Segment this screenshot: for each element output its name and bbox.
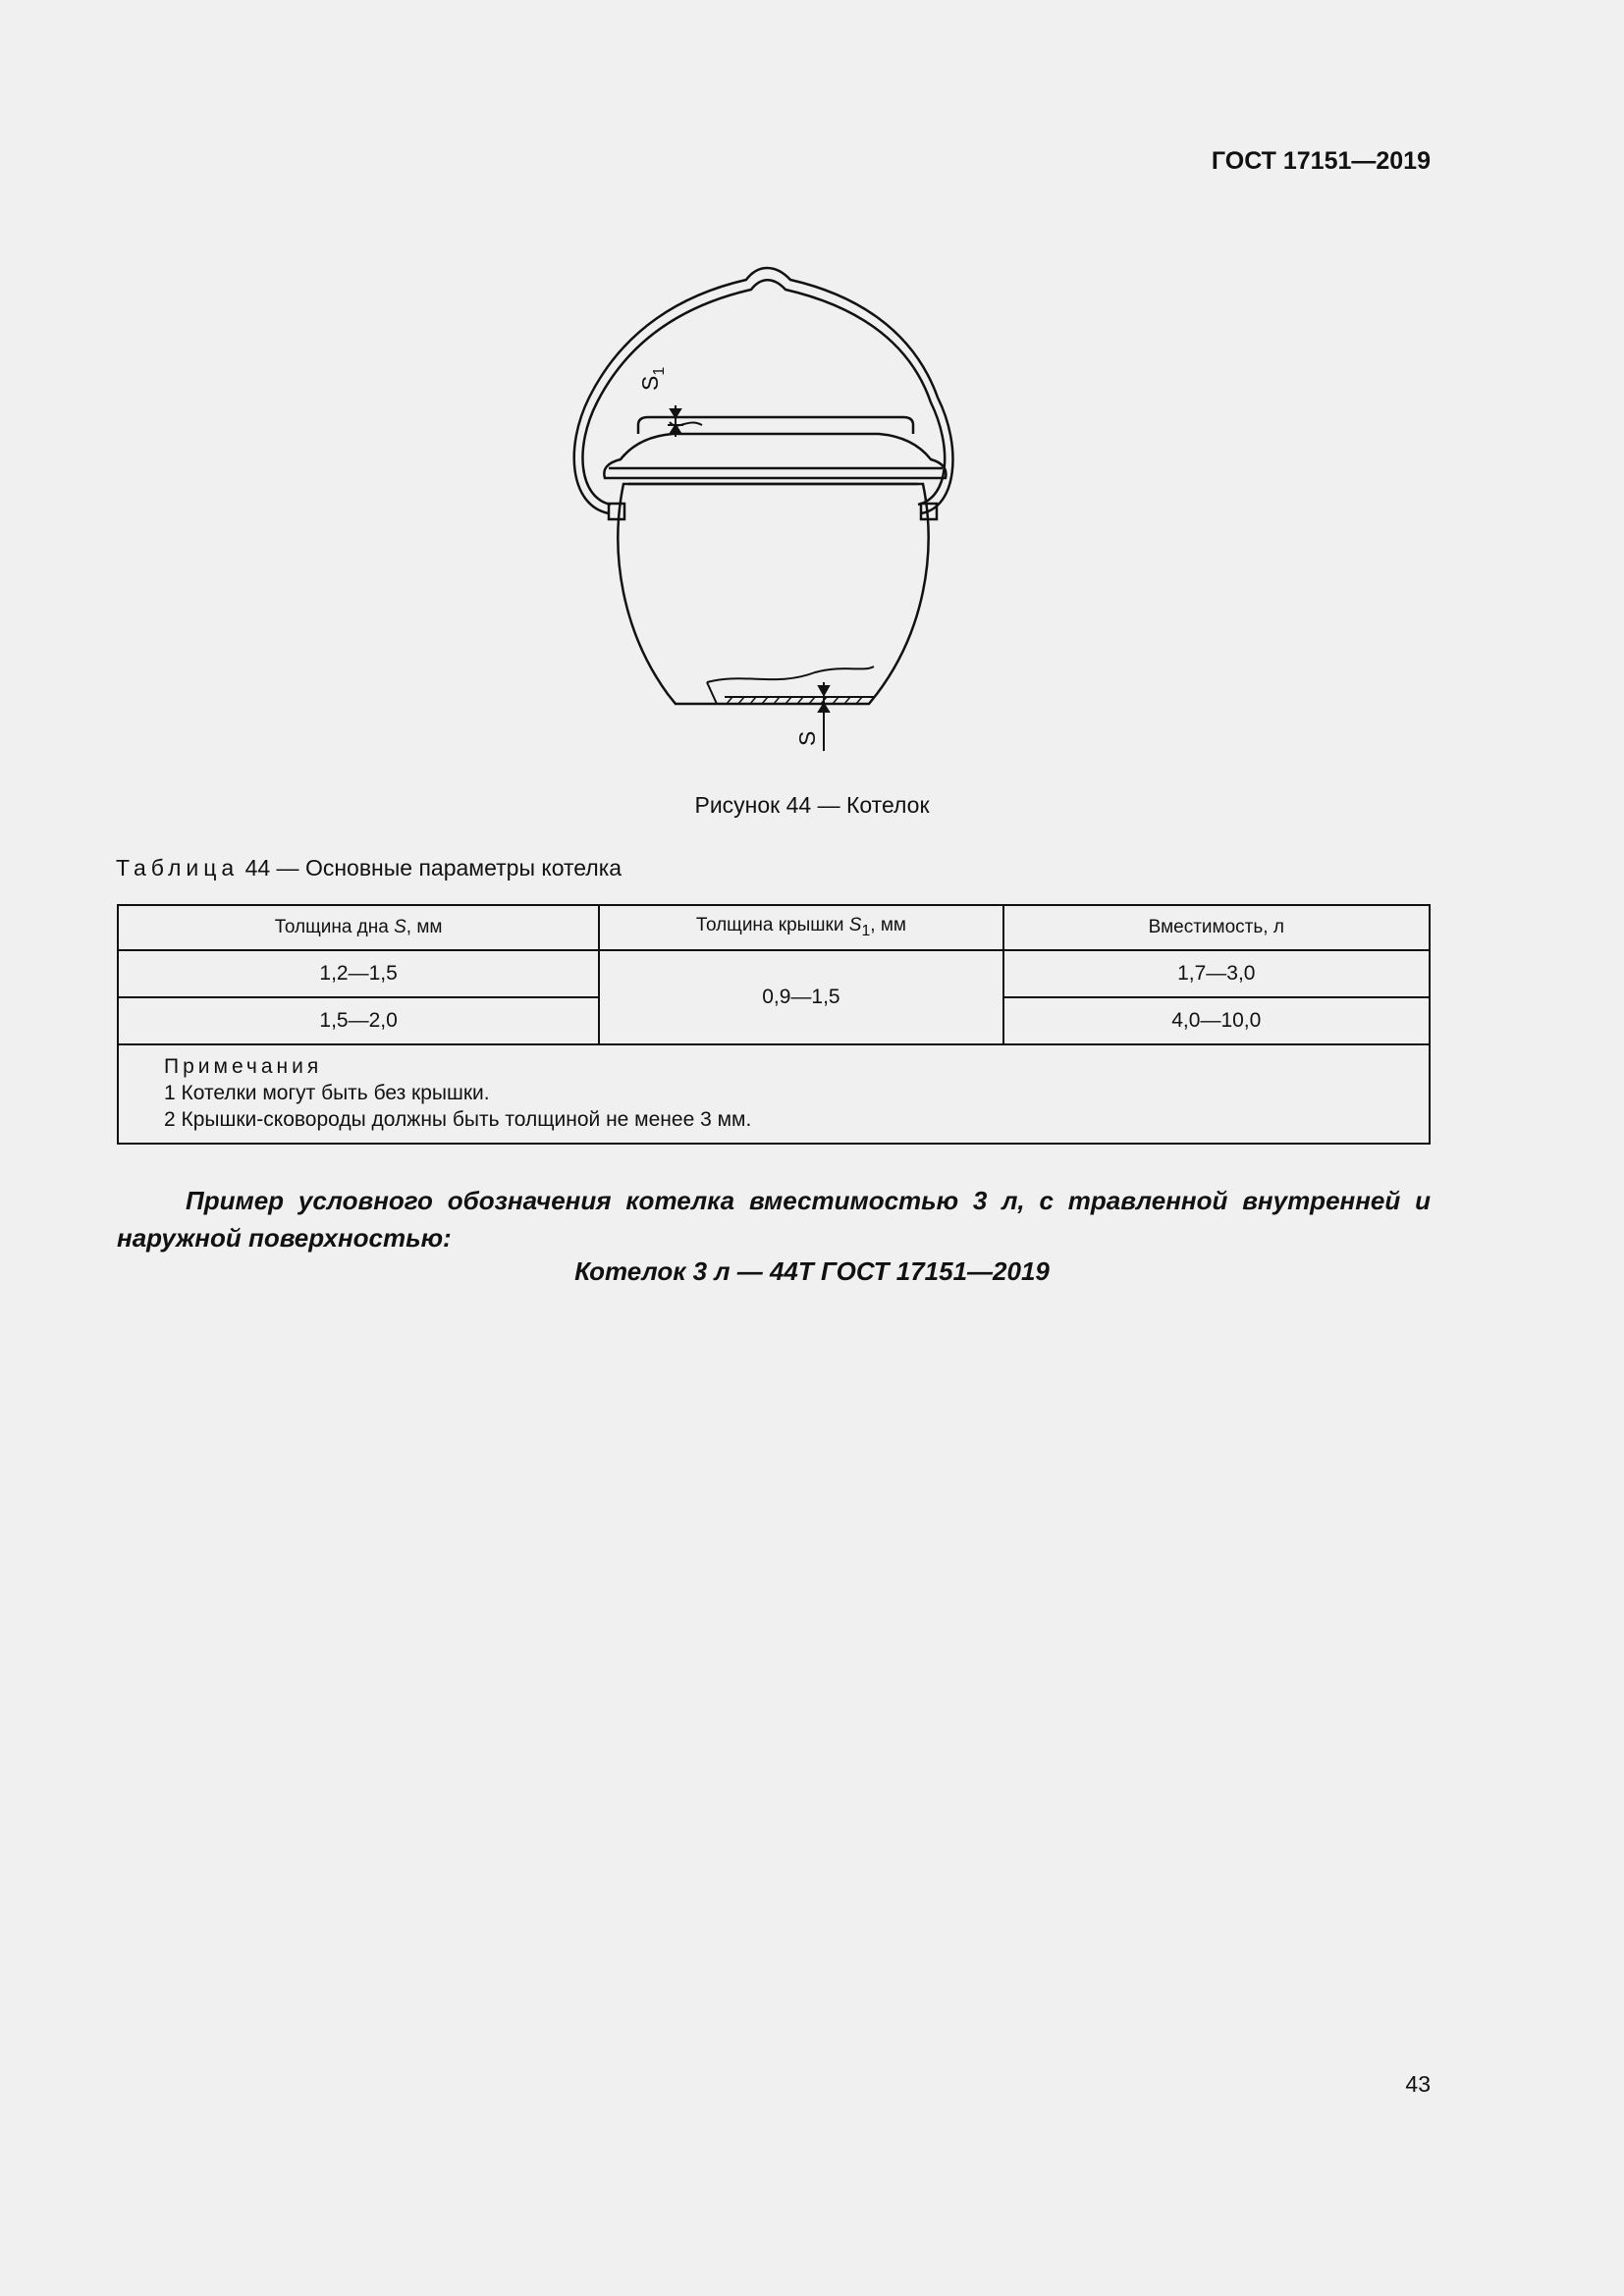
designation-example: Котелок 3 л — 44Т ГОСТ 17151—2019 — [574, 1256, 1050, 1286]
svg-text:S1 — [637, 367, 668, 391]
table-title — [116, 855, 622, 881]
notes-title: Примечания — [164, 1055, 323, 1078]
table-title-rest: 44 — Основные параметры котелка — [244, 855, 623, 881]
table-header-row — [118, 905, 1430, 950]
header-bottom-thickness: Толщина дна S, мм — [118, 905, 599, 950]
parameters-table — [117, 904, 1431, 1145]
table-title-word: Таблица — [116, 855, 240, 881]
figure-caption: Рисунок 44 — Котелок — [694, 792, 930, 818]
cell-capacity: 4,0—10,0 — [1003, 997, 1430, 1044]
page-number: 43 — [1405, 2071, 1431, 2097]
table-notes-row — [118, 1044, 1430, 1144]
s1-subscript: 1 — [651, 366, 668, 376]
header-capacity: Вместимость, л — [1003, 905, 1430, 950]
cell-bottom-thickness: 1,5—2,0 — [118, 997, 599, 1044]
cell-bottom-thickness: 1,2—1,5 — [118, 950, 599, 997]
cell-lid-thickness: 0,9—1,5 — [599, 950, 1002, 1044]
header-lid-thickness: Толщина крышки $S_1$, мм — [599, 905, 1002, 950]
document-header: ГОСТ 17151—2019 — [1211, 147, 1431, 175]
s-label: S — [794, 730, 820, 746]
note-item: 1 Котелки могут быть без крышки. — [164, 1082, 490, 1104]
kettle-figure — [550, 250, 982, 771]
table-row — [118, 950, 1430, 997]
note-item: 2 Крышки-сковороды должны быть толщиной не менее 3 мм. — [164, 1108, 752, 1131]
table-notes — [118, 1044, 1430, 1144]
kettle-drawing — [550, 250, 982, 771]
s1-label: S — [637, 375, 663, 391]
cell-capacity: 1,7—3,0 — [1003, 950, 1430, 997]
designation-example-text: Пример условного обозначения котелка вместимостью 3 л, с травленной внутренней и наружной поверхностью: — [117, 1186, 1431, 1253]
